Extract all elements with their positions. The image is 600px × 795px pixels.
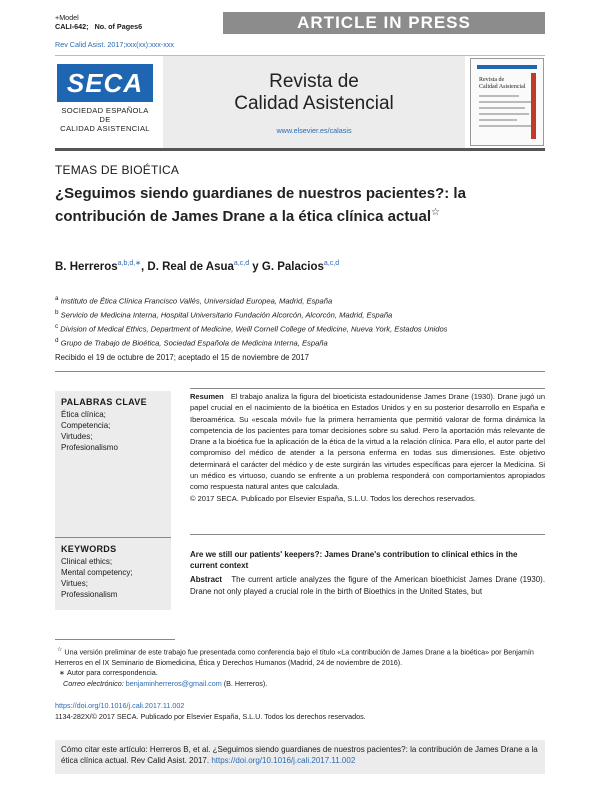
journal-url[interactable]: www.elsevier.es/calasis: [276, 126, 352, 135]
cover-title-2: Calidad Asistencial: [479, 84, 526, 90]
journal-title: Revista de Calidad Asistencial: [234, 71, 394, 114]
article-code: CALI-642; No. of Pages6: [55, 22, 143, 31]
article-in-press-banner: ARTICLE IN PRESS: [223, 12, 545, 34]
keywords-es-box: [55, 391, 171, 537]
author: B. Herreros: [55, 260, 118, 273]
abstract-es-label: Resumen: [190, 392, 224, 401]
footnote-corresponding: ∗ Autor para correspondencia.: [59, 668, 158, 678]
issn-copyright: 1134-282X/© 2017 SECA. Publicado por Elsevier España, S.L.U. Todos los derechos reservados.: [55, 712, 366, 721]
received-accepted-dates: Recibido el 19 de octubre de 2017; aceptado el 15 de noviembre de 2017: [55, 353, 310, 362]
author-affiliation-marks: a,c,d: [323, 260, 340, 267]
author: D. Real de Asua: [147, 260, 234, 273]
footnote-star: ☆ Una versión preliminar de este trabajo fue presentada como conferencia bajo el título «La contribución de James Drane a la bioética» por Benjamín Herreros en el IX Seminario de Biomedicina, Ética y Derechos Humanos (Madrid, 24 de noviembre de 2016).: [55, 647, 534, 667]
section-heading: TEMAS DE BIOÉTICA: [55, 163, 180, 177]
cover-image: [471, 59, 543, 145]
footnotes: [55, 645, 545, 689]
affiliation-item: $^c$ Division of Medical Ethics, Department of Medicine, Weill Cornell College of Medicine, Nueva York, Estados Unidos: [55, 323, 448, 334]
affiliations: [55, 293, 545, 349]
abstract-es-text: El trabajo analiza la figura del bioeticista estadounidense James Drane (1930). Drane jugó un papel crucial en el nacimiento de la bioética en Estados Unidos y en su posterior desarrollo en España e Iberoamérica. Su «escala móvil» fue la primera herramienta que permitió valorar de forma dinámica la competencia de los pacientes para tomar decisiones sobre su salud. Pero la aportación más relevante de Drane a la bioética fue la aplicación de la ética de la virtud a la relación clínica. Para ello, el autor parte del compromiso del médico de atender a la persona enferma en todas sus dimensiones. Este objetivo determinará el carácter del médico y de este surgirán las virtudes específicas para ejercer la Medicina. Si un médico es virtuoso, cuando se enfrente a un problema responderá con comportamientos apropiados como respuesta natural antes que calculada.: [190, 392, 545, 492]
model-tag: +Model: [55, 13, 79, 22]
author-affiliation-marks: a,c,d: [233, 260, 250, 267]
keywords-en-box: [55, 537, 171, 610]
how-to-cite-box: [55, 740, 545, 774]
cover-title-1: Revista de: [479, 77, 505, 83]
seca-logo-subtitle: SOCIEDAD ESPAÑOLA DE CALIDAD ASISTENCIAL: [60, 106, 150, 133]
article-title: ¿Seguimos siendo guardianes de nuestros pacientes?: la contribución de James Drane a la ética clínica actual☆: [55, 185, 466, 225]
doi-block: [55, 700, 545, 722]
divider: [55, 371, 545, 372]
email-link[interactable]: benjaminherreros@gmail.com: [125, 678, 222, 688]
keyword-item: Clinical ethics;: [61, 557, 113, 566]
keyword-item: Virtues;: [61, 579, 88, 588]
abstract-en-text: The current article analyzes the figure of the American bioethicist James Drane (1930). Drane not only played a crucial role in the birth of Bioethics in the United States, but: [190, 575, 546, 596]
how-to-cite-doi-link[interactable]: https://doi.org/10.1016/j.cali.2017.11.002: [211, 756, 356, 765]
keyword-item: Mental competency;: [61, 568, 133, 577]
how-to-cite-text: Cómo citar este artículo: Herreros B, et al. ¿Seguimos siendo guardianes de nuestros pacientes?: la contribución de James Drane a la ética clínica actual. Rev Calid Asist. 2017.: [61, 745, 538, 765]
journal-title-box: [163, 56, 465, 148]
divider: [190, 388, 545, 389]
author: G. Palacios: [261, 260, 324, 273]
keyword-item: Profesionalismo: [61, 443, 118, 452]
keyword-item: Professionalism: [61, 590, 118, 599]
divider: [190, 534, 545, 535]
abstract-es-copyright: © 2017 SECA. Publicado por Elsevier España, S.L.U. Todos los derechos reservados.: [190, 493, 476, 503]
abstract-es: [190, 391, 545, 504]
running-header: [55, 13, 215, 31]
abstract-en-label: Abstract: [190, 575, 223, 584]
affiliation-item: $^d$ Grupo de Trabajo de Bioética, Sociedad Española de Medicina Interna, España: [55, 337, 328, 348]
keyword-item: Competencia;: [61, 421, 111, 430]
footnote-email: Correo electrónico: benjaminherreros@gmail.com (B. Herreros).: [63, 678, 268, 688]
journal-cover-thumbnail: [470, 58, 544, 146]
doi-link[interactable]: https://doi.org/10.1016/j.cali.2017.11.002: [55, 701, 185, 710]
seca-logo: [57, 64, 153, 144]
affiliation-item: $^a$ Instituto de Ética Clínica Francisco Vallés, Universidad Europea, Madrid, España: [55, 295, 333, 306]
journal-banner: [55, 55, 545, 151]
author-list: B. Herreros$^{a,b,d,∗}$, D. Real de Asua$^{a,c,d}$ y G. Palacios$^{a,c,d}$: [55, 260, 340, 273]
seca-logo-mark: SECA: [57, 64, 153, 102]
abstract-en: [190, 574, 545, 598]
journal-citation[interactable]: Rev Calid Asist. 2017;xxx(xx):xxx-xxx: [55, 40, 175, 49]
abstract-en-title: Are we still our patients' keepers?: James Drane's contribution to clinical ethics in the current context: [190, 550, 518, 570]
author-affiliation-marks: a,b,d,∗: [117, 260, 142, 267]
keywords-en-heading: KEYWORDS: [61, 544, 117, 554]
keyword-item: Virtudes;: [61, 432, 93, 441]
keywords-es-heading: PALABRAS CLAVE: [61, 397, 147, 407]
footnote-divider: [55, 639, 175, 640]
affiliation-item: $^b$ Servicio de Medicina Interna, Hospital Universitario Fundación Alcorcón, Alcorcón, Madrid, España: [55, 309, 393, 320]
keyword-item: Ética clínica;: [61, 410, 106, 419]
